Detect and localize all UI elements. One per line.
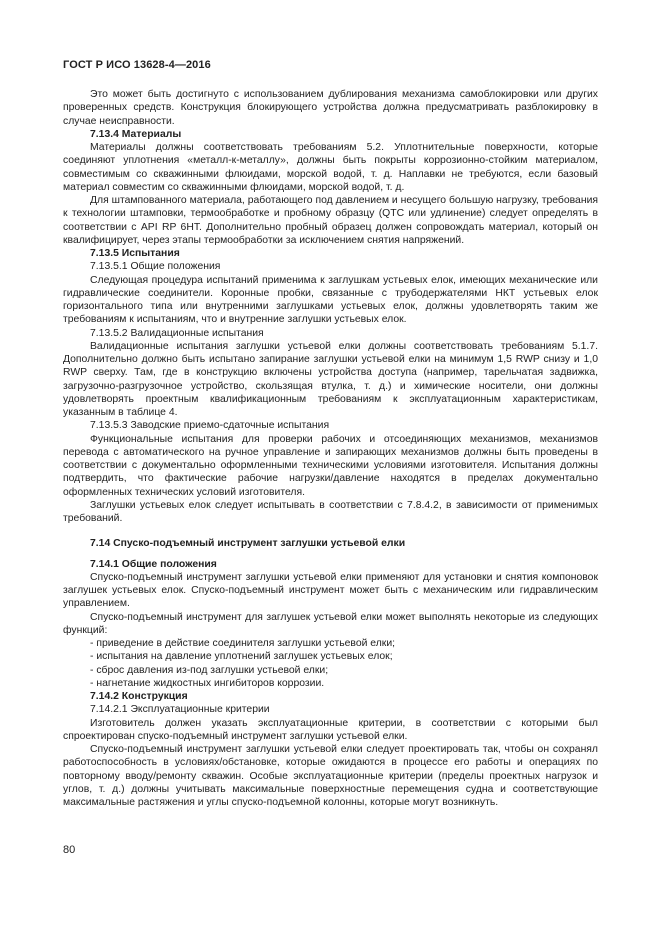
list-item: - нагнетание жидкостных ингибиторов коррозии. bbox=[90, 677, 325, 689]
paragraph: Изготовитель должен указать эксплуатационные критерии, в соответствии с которыми был спроектирован спуско-подъемный инструмент заглушки устьевой елки. bbox=[63, 717, 598, 742]
paragraph: Спуско-подъемный инструмент заглушки устьевой елки применяют для установки и снятия компоновок заглушек устьевых елок. Спуско-подъемный инструмент может быть с механическим или гидравлическим управлением. bbox=[63, 571, 598, 610]
subsection-heading: 7.13.5.1 Общие положения bbox=[90, 261, 221, 273]
list-item: - сброс давления из-под заглушки устьевой елки; bbox=[90, 664, 329, 676]
section-heading: 7.13.4 Материалы bbox=[90, 128, 182, 140]
document-body bbox=[63, 88, 598, 809]
document-header: ГОСТ Р ИСО 13628-4—2016 bbox=[63, 59, 211, 71]
section-heading: 7.14.1 Общие положения bbox=[90, 558, 217, 570]
paragraph: Функциональные испытания для проверки рабочих и отсоединяющих механизмов, механизмов перевода с автоматического на ручное управление и запирающих механизмов должны быть проведены в соответствии с документально оформленными техническими условиями изготовителя. Испытания должны подтвердить, что фактические рабочие нагрузки/давление находятся в пределах документально оформленных технических условий изготовителя. bbox=[63, 433, 598, 498]
subsection-heading: 7.13.5.2 Валидационные испытания bbox=[90, 327, 264, 339]
paragraph: Заглушки устьевых елок следует испытывать в соответствии с 7.8.4.2, в зависимости от применимых требований. bbox=[63, 499, 598, 524]
section-heading: 7.14.2 Конструкция bbox=[90, 691, 188, 702]
list-item: - приведение в действие соединителя заглушки устьевой елки; bbox=[90, 638, 396, 649]
page-number: 80 bbox=[63, 844, 76, 856]
list-item: - испытания на давление уплотнений заглушек устьевых елок; bbox=[90, 651, 393, 663]
section-heading: 7.13.5 Испытания bbox=[90, 248, 180, 259]
paragraph: Спуско-подъемный инструмент для заглушек устьевой елки может выполнять некоторые из следующих функций: bbox=[63, 611, 598, 636]
paragraph: Спуско-подъемный инструмент заглушки устьевой елки следует проектировать так, чтобы он сохранял работоспособность в условиях/обстановке, которые ожидаются в процессе его работы и операциях по повторному вводу/ремонту скважин. Особые эксплуатационные критерии (пределы проектных нагрузок и углов, т. д.) должны учитывать максимальные поверхностные перемещения судна и соответствующие максимальные растяжения и углы спуско-подъемной колонны, которые могут возникнуть. bbox=[63, 744, 598, 808]
paragraph: Для штампованного материала, работающего под давлением и несущего большую нагрузку, требования к технологии штамповки, термообработке и пробному образцу (QTC или удлинение) следует определять в соответствии с API RP 6HT. Дополнительно пробный образец должен сопровождать материал, который он квалифицирует, через этапы термообработки за исключением снятия напряжений. bbox=[63, 195, 598, 246]
paragraph: Валидационные испытания заглушки устьевой елки должны соответствовать требованиям 5.1.7. Дополнительно должно быть испытано запирание заглушки устьевой елки на минимум 1,5 RWP снизу и 1,0 RWP сверху. Там, где в конструкцию включены устройства доступа (например, тарельчатая задвижка, загрузочно-разгрузочное устройство, скользящая втулка, т. д.) и химические носители, они должны удовлетворять проектным квалификационным требованиям к эксплуатационным характеристикам, указанным в таблице 4. bbox=[63, 340, 598, 418]
paragraph: Это может быть достигнуто с использованием дублирования механизма самоблокировки или других проверенных средств. Конструкция блокирующего устройства должна предусматривать разблокировку в случае неисправности. bbox=[63, 89, 598, 127]
subsection-heading: 7.14.2.1 Эксплуатационные критерии bbox=[90, 704, 270, 716]
section-heading: 7.14 Спуско-подъемный инструмент заглушки устьевой елки bbox=[90, 538, 406, 550]
subsection-heading: 7.13.5.3 Заводские приемо-сдаточные испытания bbox=[90, 420, 330, 432]
paragraph: Следующая процедура испытаний применима к заглушкам устьевых елок, имеющих механические или гидравлические соединители. Коронные пробки, связанные с трубодержателями НКТ устьевых елок горизонтального типа или внутренними заглушками устьевых елок, должны удовлетворять таким же требованиям к испытаниям, что и внутренние заглушки устьевых елок. bbox=[63, 274, 598, 326]
paragraph: Материалы должны соответствовать требованиям 5.2. Уплотнительные поверхности, которые соединяют уплотнения «металл-к-металлу», должны быть покрыты коррозионно-стойким материалом, совместимым со скважинными флюидами, морской водой, т. д. Наплавки не требуются, если базовый материал совместим со скважинными флюидами, морской водой, т. д. bbox=[63, 142, 598, 193]
